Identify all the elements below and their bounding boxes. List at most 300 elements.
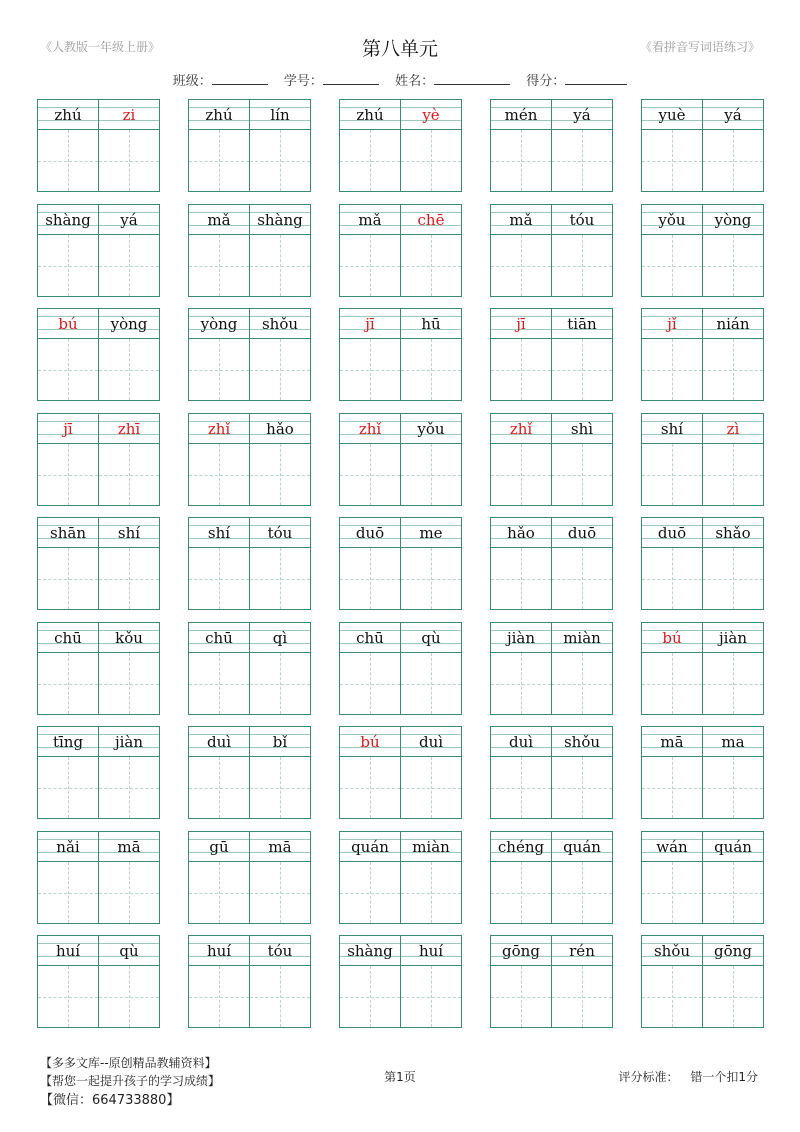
pinyin-syllable: tóu <box>569 211 595 229</box>
character-box <box>188 726 250 819</box>
writing-square[interactable] <box>250 548 310 609</box>
character-box <box>551 99 613 192</box>
character-box <box>188 308 250 401</box>
pinyin-syllable: mā <box>660 733 684 751</box>
writing-square[interactable] <box>99 862 159 923</box>
pinyin-syllable: duì <box>418 733 444 751</box>
character-box <box>490 99 552 192</box>
scoring-rule <box>619 1068 758 1085</box>
pinyin-syllable: ma <box>721 733 745 751</box>
word-cell <box>641 831 764 924</box>
writing-square[interactable] <box>642 966 702 1027</box>
pinyin-syllable: shàng <box>45 211 91 229</box>
word-cell <box>490 308 613 401</box>
pinyin-syllable: mā <box>117 838 141 856</box>
writing-square[interactable] <box>491 444 551 505</box>
word-cell <box>490 517 613 610</box>
writing-square[interactable] <box>552 130 612 191</box>
writing-square[interactable] <box>99 757 159 818</box>
pinyin-syllable: hǎo <box>266 420 294 438</box>
writing-square[interactable] <box>491 339 551 400</box>
character-box <box>551 517 613 610</box>
pinyin-lines <box>642 518 702 548</box>
character-box <box>702 204 764 297</box>
pinyin-lines <box>552 936 612 966</box>
writing-square[interactable] <box>250 653 310 714</box>
word-cell <box>339 935 462 1028</box>
pinyin-lines <box>401 100 461 130</box>
pinyin-lines <box>340 414 400 444</box>
pinyin-lines <box>99 100 159 130</box>
name-label: 姓名： <box>395 74 435 89</box>
character-box <box>339 308 401 401</box>
pinyin-lines <box>189 623 249 653</box>
pinyin-syllable: hū <box>421 315 441 333</box>
character-box <box>551 935 613 1028</box>
writing-square[interactable] <box>703 653 763 714</box>
writing-square[interactable] <box>642 757 702 818</box>
pinyin-syllable: zi <box>122 106 136 124</box>
pinyin-syllable: duì <box>508 733 534 751</box>
word-cell <box>490 413 613 506</box>
name-field <box>395 70 510 89</box>
character-box <box>339 622 401 715</box>
word-cell <box>37 622 160 715</box>
writing-square[interactable] <box>38 548 98 609</box>
writing-square[interactable] <box>250 444 310 505</box>
pinyin-syllable: quán <box>351 838 389 856</box>
writing-square[interactable] <box>401 653 461 714</box>
student-no-label: 学号： <box>283 74 323 89</box>
writing-square[interactable] <box>189 548 249 609</box>
pinyin-syllable: mā <box>268 838 292 856</box>
pinyin-syllable: bú <box>662 629 682 647</box>
pinyin-lines <box>552 205 612 235</box>
pinyin-syllable: shān <box>50 524 86 542</box>
writing-square[interactable] <box>189 235 249 296</box>
writing-square[interactable] <box>340 444 400 505</box>
pinyin-lines <box>99 936 159 966</box>
writing-square[interactable] <box>552 862 612 923</box>
writing-square[interactable] <box>703 862 763 923</box>
word-cell <box>37 99 160 192</box>
writing-square[interactable] <box>703 339 763 400</box>
writing-square[interactable] <box>491 653 551 714</box>
pinyin-lines <box>340 936 400 966</box>
pinyin-lines <box>703 518 763 548</box>
pinyin-syllable: qù <box>119 942 139 960</box>
writing-square[interactable] <box>250 966 310 1027</box>
pinyin-lines <box>250 727 310 757</box>
pinyin-lines <box>189 832 249 862</box>
character-box <box>249 517 311 610</box>
pinyin-lines <box>491 309 551 339</box>
writing-square[interactable] <box>340 130 400 191</box>
word-cell <box>188 413 311 506</box>
word-cell <box>339 517 462 610</box>
writing-square[interactable] <box>189 339 249 400</box>
character-box <box>249 622 311 715</box>
character-box <box>339 517 401 610</box>
writing-square[interactable] <box>340 339 400 400</box>
pinyin-lines <box>189 414 249 444</box>
writing-square[interactable] <box>401 444 461 505</box>
pinyin-syllable: jiàn <box>718 629 748 647</box>
word-cell <box>188 935 311 1028</box>
character-box <box>400 308 462 401</box>
character-box <box>551 622 613 715</box>
scoring-label: 评分标准： <box>618 1070 679 1084</box>
writing-square[interactable] <box>552 548 612 609</box>
writing-square[interactable] <box>703 235 763 296</box>
pinyin-lines <box>250 832 310 862</box>
pinyin-lines <box>340 205 400 235</box>
writing-square[interactable] <box>642 235 702 296</box>
character-box <box>490 726 552 819</box>
pinyin-lines <box>189 309 249 339</box>
writing-square[interactable] <box>340 862 400 923</box>
writing-square[interactable] <box>250 862 310 923</box>
pinyin-lines <box>491 623 551 653</box>
pinyin-lines <box>491 414 551 444</box>
writing-square[interactable] <box>38 339 98 400</box>
pinyin-lines <box>340 727 400 757</box>
writing-square[interactable] <box>38 966 98 1027</box>
character-box <box>37 413 99 506</box>
character-box <box>702 413 764 506</box>
word-cell <box>188 831 311 924</box>
footer-line-2: 【帮您一起提升孩子的学习成绩】 <box>40 1074 221 1088</box>
writing-square[interactable] <box>552 966 612 1027</box>
character-box <box>490 935 552 1028</box>
writing-square[interactable] <box>703 548 763 609</box>
writing-square[interactable] <box>99 339 159 400</box>
word-cell <box>188 622 311 715</box>
character-box <box>339 204 401 297</box>
pinyin-syllable: jī <box>63 420 73 438</box>
pinyin-syllable: shí <box>117 524 141 542</box>
pinyin-lines <box>552 414 612 444</box>
pinyin-syllable: huí <box>418 942 444 960</box>
pinyin-syllable: quán <box>563 838 601 856</box>
writing-square[interactable] <box>401 235 461 296</box>
character-box <box>188 204 250 297</box>
class-blank <box>212 72 268 85</box>
writing-square[interactable] <box>642 339 702 400</box>
character-box <box>37 99 99 192</box>
writing-square[interactable] <box>703 966 763 1027</box>
writing-square[interactable] <box>491 548 551 609</box>
writing-square[interactable] <box>38 130 98 191</box>
character-box <box>188 99 250 192</box>
writing-square[interactable] <box>642 444 702 505</box>
pinyin-lines <box>491 832 551 862</box>
word-cell <box>339 622 462 715</box>
pinyin-lines <box>703 414 763 444</box>
pinyin-lines <box>642 414 702 444</box>
pinyin-syllable: mǎ <box>509 211 533 229</box>
pinyin-syllable: jǐ <box>667 315 677 333</box>
pinyin-syllable: shǎo <box>715 524 751 542</box>
character-box <box>249 308 311 401</box>
class-field <box>173 70 268 89</box>
word-cell <box>188 726 311 819</box>
pinyin-syllable: jiàn <box>114 733 144 751</box>
writing-square[interactable] <box>401 862 461 923</box>
pinyin-syllable: tóu <box>267 942 293 960</box>
character-box <box>249 99 311 192</box>
pinyin-syllable: zhǐ <box>509 420 533 438</box>
pinyin-syllable: kǒu <box>115 629 143 647</box>
pinyin-syllable: zì <box>726 420 740 438</box>
pinyin-lines <box>38 518 98 548</box>
student-info-row <box>0 70 800 89</box>
pinyin-syllable: chē <box>417 211 445 229</box>
word-cell <box>641 726 764 819</box>
character-box <box>98 831 160 924</box>
word-cell <box>641 99 764 192</box>
pinyin-lines <box>703 309 763 339</box>
writing-square[interactable] <box>38 757 98 818</box>
pinyin-syllable: tiān <box>567 315 597 333</box>
header-right-text: 《看拼音写词语练习》 <box>639 40 760 54</box>
character-box <box>551 413 613 506</box>
character-box <box>37 204 99 297</box>
writing-square[interactable] <box>703 757 763 818</box>
writing-square[interactable] <box>250 235 310 296</box>
writing-square[interactable] <box>491 235 551 296</box>
pinyin-syllable: hǎo <box>507 524 535 542</box>
pinyin-lines <box>250 205 310 235</box>
writing-square[interactable] <box>491 966 551 1027</box>
writing-square[interactable] <box>340 548 400 609</box>
character-box <box>188 517 250 610</box>
character-box <box>400 99 462 192</box>
pinyin-lines <box>491 936 551 966</box>
pinyin-syllable: zhú <box>54 106 82 124</box>
pinyin-syllable: zhú <box>205 106 233 124</box>
pinyin-syllable: jī <box>516 315 526 333</box>
pinyin-lines <box>250 936 310 966</box>
character-box <box>641 935 703 1028</box>
pinyin-lines <box>552 623 612 653</box>
word-cell <box>339 413 462 506</box>
word-cell <box>490 99 613 192</box>
writing-square[interactable] <box>189 966 249 1027</box>
writing-square[interactable] <box>250 757 310 818</box>
character-box <box>400 935 462 1028</box>
pinyin-lines <box>491 727 551 757</box>
writing-square[interactable] <box>642 862 702 923</box>
character-box <box>188 831 250 924</box>
name-blank <box>434 72 510 85</box>
pinyin-syllable: qù <box>421 629 441 647</box>
writing-square[interactable] <box>38 444 98 505</box>
writing-square[interactable] <box>189 130 249 191</box>
writing-square[interactable] <box>99 444 159 505</box>
writing-square[interactable] <box>401 757 461 818</box>
character-box <box>400 204 462 297</box>
writing-square[interactable] <box>38 235 98 296</box>
pinyin-lines <box>703 205 763 235</box>
writing-square[interactable] <box>99 653 159 714</box>
character-box <box>249 935 311 1028</box>
character-box <box>400 517 462 610</box>
writing-square[interactable] <box>99 966 159 1027</box>
word-cell <box>339 726 462 819</box>
word-cell <box>37 831 160 924</box>
character-box <box>551 831 613 924</box>
header-left-text: 《人教版一年级上册》 <box>40 40 161 54</box>
writing-square[interactable] <box>38 653 98 714</box>
writing-square[interactable] <box>189 862 249 923</box>
pinyin-syllable: jī <box>365 315 375 333</box>
page-title: 第八单元 <box>361 38 438 60</box>
writing-square[interactable] <box>642 548 702 609</box>
writing-square[interactable] <box>250 130 310 191</box>
word-cell <box>339 204 462 297</box>
pinyin-syllable: gōng <box>714 942 752 960</box>
writing-square[interactable] <box>340 235 400 296</box>
pinyin-syllable: mǎ <box>358 211 382 229</box>
word-cell <box>339 99 462 192</box>
class-label: 班级： <box>172 74 212 89</box>
pinyin-syllable: zhǐ <box>358 420 382 438</box>
pinyin-lines <box>703 100 763 130</box>
pinyin-lines <box>642 936 702 966</box>
writing-square[interactable] <box>401 966 461 1027</box>
word-cell <box>641 413 764 506</box>
character-box <box>702 308 764 401</box>
writing-square[interactable] <box>189 757 249 818</box>
pinyin-lines <box>99 727 159 757</box>
pinyin-syllable: chū <box>205 629 233 647</box>
character-box <box>339 935 401 1028</box>
character-box <box>37 935 99 1028</box>
writing-square[interactable] <box>491 130 551 191</box>
character-box <box>98 935 160 1028</box>
writing-square[interactable] <box>340 653 400 714</box>
writing-square[interactable] <box>642 653 702 714</box>
pinyin-syllable: duō <box>657 524 687 542</box>
writing-square[interactable] <box>38 862 98 923</box>
pinyin-lines <box>38 623 98 653</box>
pinyin-syllable: nián <box>716 315 750 333</box>
pinyin-lines <box>99 623 159 653</box>
word-cell <box>490 726 613 819</box>
pinyin-lines <box>491 518 551 548</box>
character-box <box>98 726 160 819</box>
writing-square[interactable] <box>642 130 702 191</box>
pinyin-syllable: shǒu <box>653 942 691 960</box>
word-cell <box>641 517 764 610</box>
writing-square[interactable] <box>491 862 551 923</box>
character-box <box>400 726 462 819</box>
pinyin-syllable: yè <box>422 106 440 124</box>
word-cell <box>37 517 160 610</box>
pinyin-lines <box>189 727 249 757</box>
writing-square[interactable] <box>340 966 400 1027</box>
pinyin-syllable: mén <box>504 106 538 124</box>
writing-square[interactable] <box>552 653 612 714</box>
writing-square[interactable] <box>552 235 612 296</box>
character-box <box>551 308 613 401</box>
writing-square[interactable] <box>99 235 159 296</box>
writing-square[interactable] <box>401 130 461 191</box>
pinyin-syllable: bú <box>360 733 380 751</box>
score-label: 得分： <box>526 74 566 89</box>
pinyin-syllable: duì <box>206 733 232 751</box>
pinyin-lines <box>401 205 461 235</box>
writing-square[interactable] <box>99 548 159 609</box>
pinyin-syllable: rén <box>569 942 595 960</box>
character-box <box>98 204 160 297</box>
writing-square[interactable] <box>552 444 612 505</box>
writing-square[interactable] <box>250 339 310 400</box>
writing-square[interactable] <box>552 757 612 818</box>
character-box <box>188 935 250 1028</box>
writing-square[interactable] <box>401 339 461 400</box>
pinyin-syllable: huí <box>206 942 232 960</box>
writing-square[interactable] <box>703 444 763 505</box>
word-cell <box>37 204 160 297</box>
writing-square[interactable] <box>340 757 400 818</box>
pinyin-lines <box>340 100 400 130</box>
pinyin-lines <box>642 727 702 757</box>
character-box <box>98 413 160 506</box>
pinyin-lines <box>38 727 98 757</box>
word-cell <box>188 308 311 401</box>
pinyin-lines <box>99 518 159 548</box>
pinyin-syllable: chū <box>356 629 384 647</box>
pinyin-lines <box>401 727 461 757</box>
pinyin-lines <box>99 205 159 235</box>
pinyin-syllable: huí <box>55 942 81 960</box>
pinyin-lines <box>703 936 763 966</box>
character-box <box>249 726 311 819</box>
writing-square[interactable] <box>552 339 612 400</box>
pinyin-lines <box>401 414 461 444</box>
pinyin-syllable: yòng <box>110 315 148 333</box>
writing-square[interactable] <box>189 444 249 505</box>
word-cell <box>37 726 160 819</box>
character-box <box>641 726 703 819</box>
pinyin-lines <box>38 414 98 444</box>
writing-square[interactable] <box>99 130 159 191</box>
writing-square[interactable] <box>401 548 461 609</box>
writing-square[interactable] <box>491 757 551 818</box>
pinyin-lines <box>189 205 249 235</box>
pinyin-syllable: yá <box>120 211 138 229</box>
writing-square[interactable] <box>189 653 249 714</box>
character-box <box>702 831 764 924</box>
character-box <box>37 726 99 819</box>
pinyin-lines <box>189 518 249 548</box>
pinyin-lines <box>99 309 159 339</box>
character-box <box>641 204 703 297</box>
word-cell <box>641 935 764 1028</box>
pinyin-lines <box>642 832 702 862</box>
footer-line-1: 【多多文库--原创精品教辅资料】 <box>40 1056 217 1070</box>
pinyin-lines <box>642 309 702 339</box>
pinyin-lines <box>99 832 159 862</box>
character-box <box>37 831 99 924</box>
pinyin-syllable: zhī <box>117 420 141 438</box>
pinyin-lines <box>703 727 763 757</box>
writing-square[interactable] <box>703 130 763 191</box>
character-box <box>641 99 703 192</box>
pinyin-syllable: shǒu <box>261 315 299 333</box>
